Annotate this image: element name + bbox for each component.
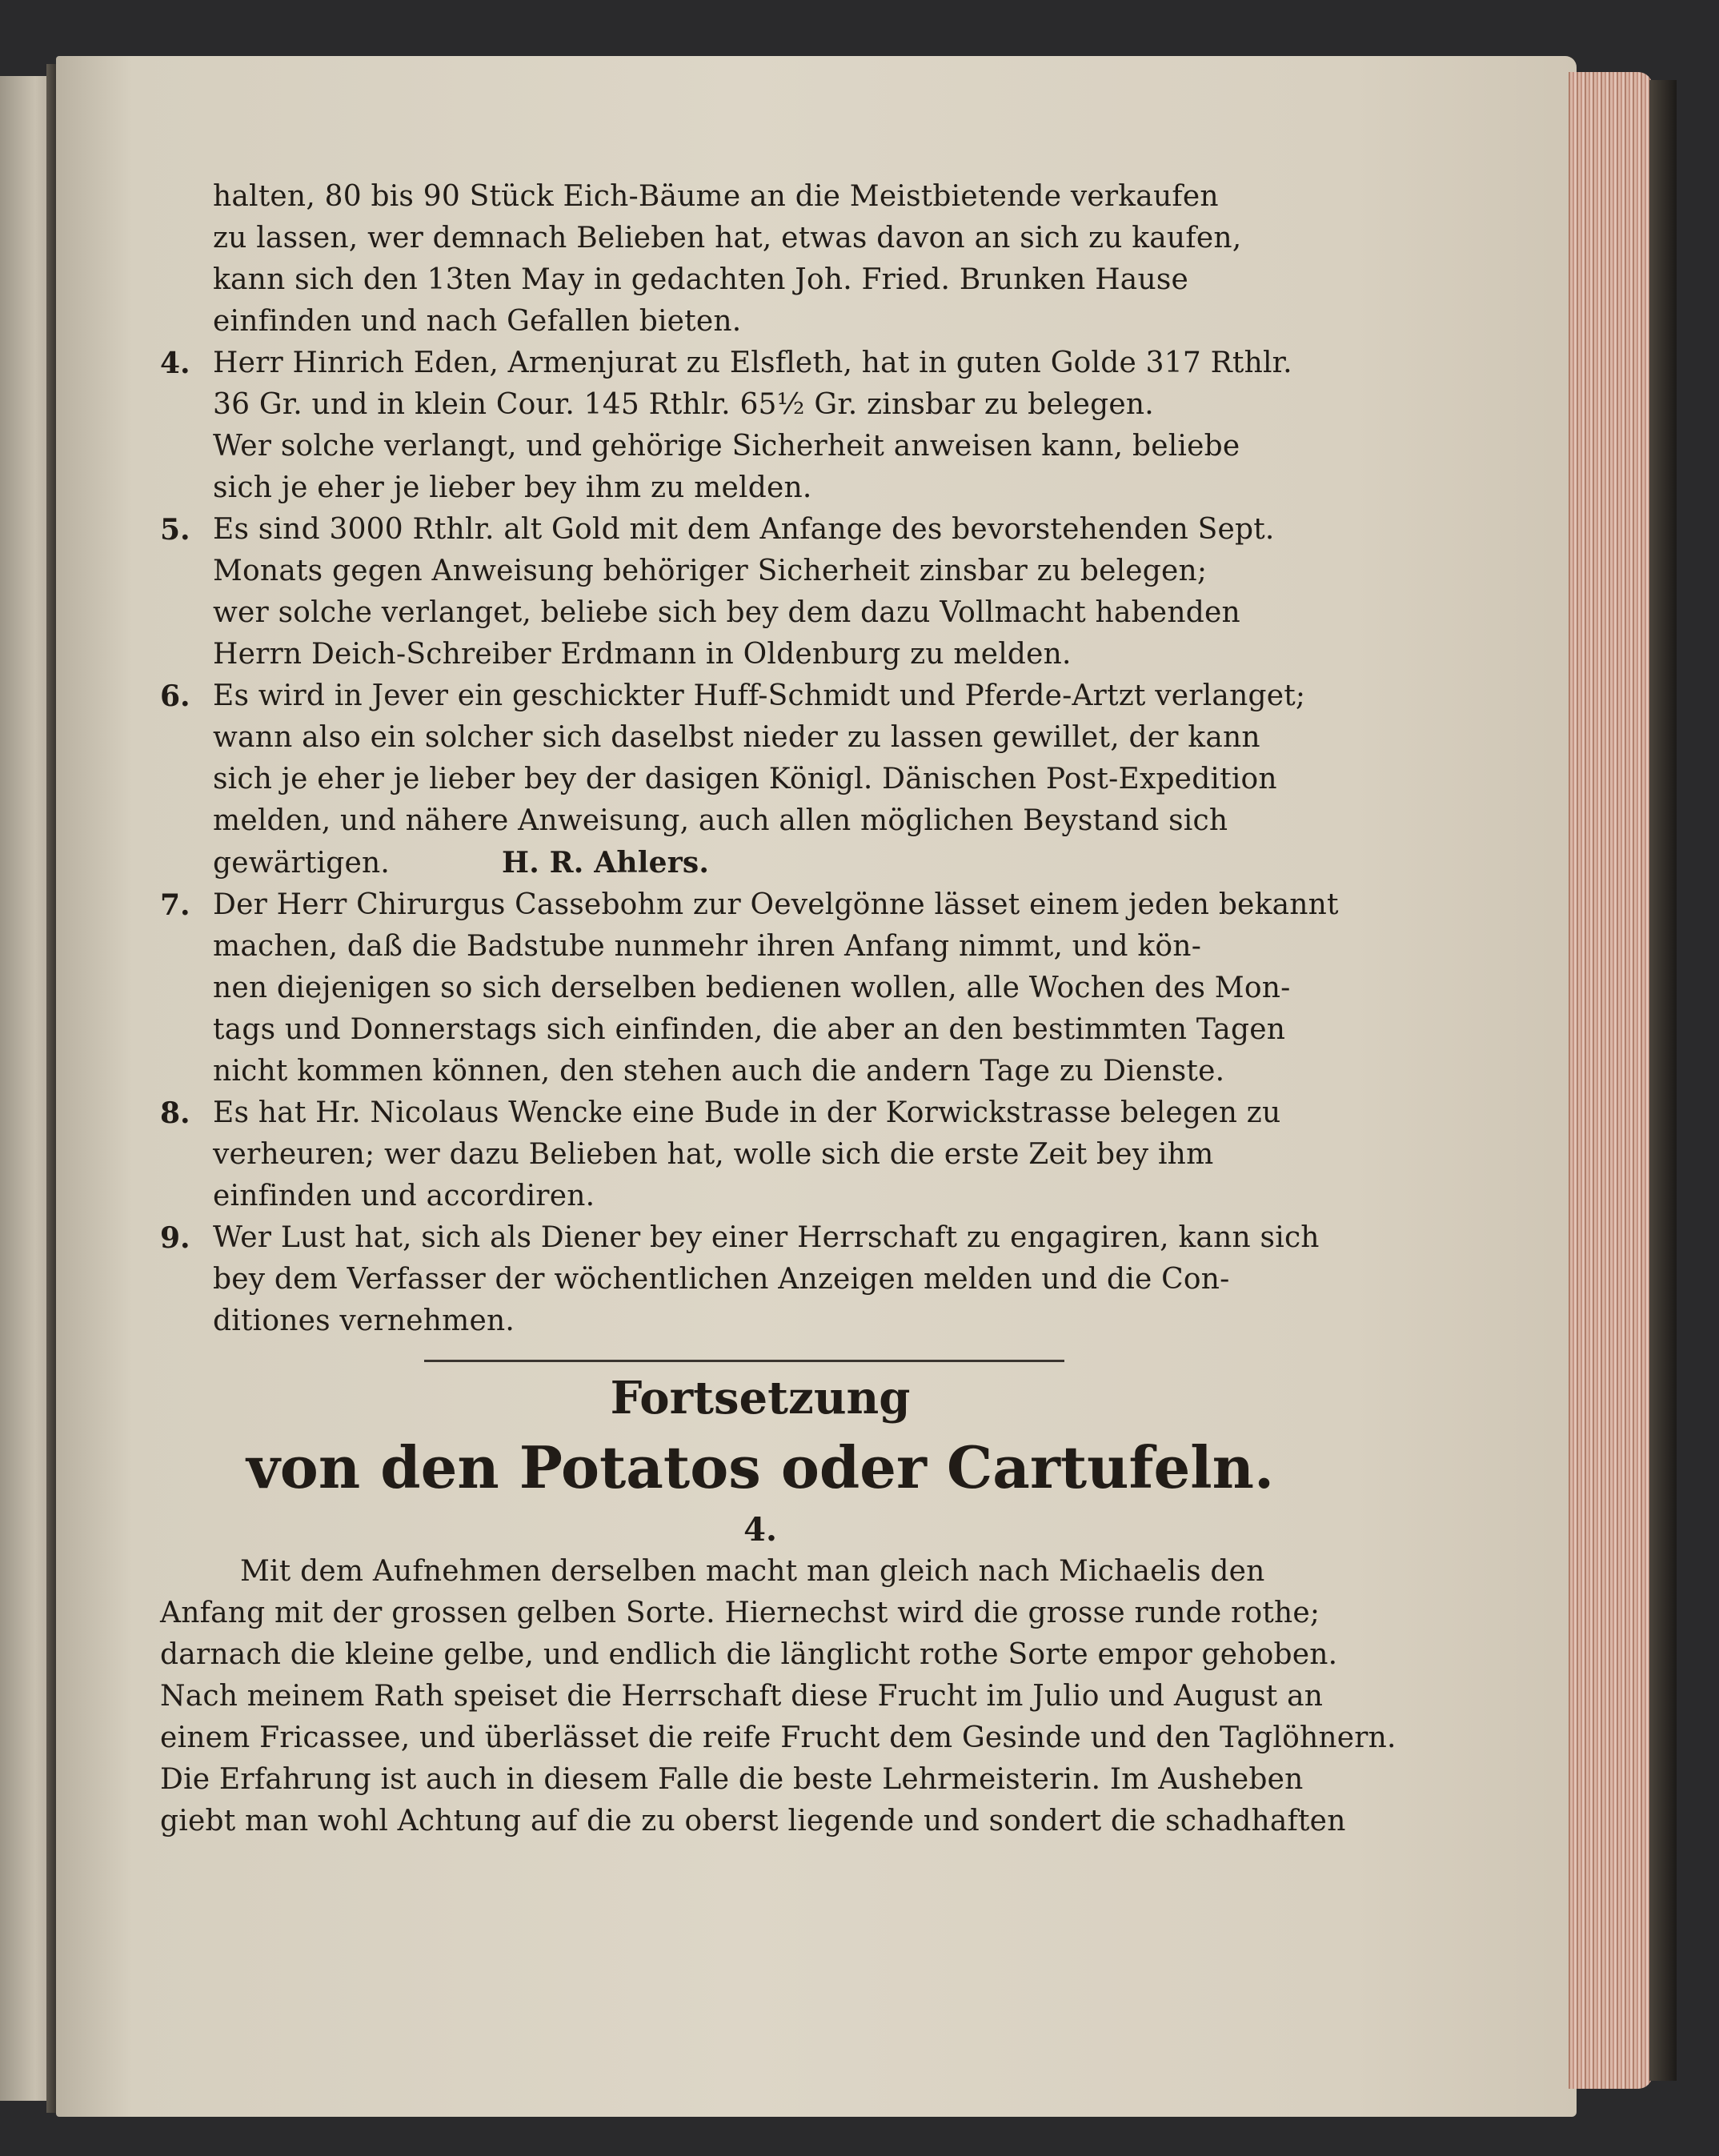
- text-line: nicht kommen können, den stehen auch die andern Tage zu Dienste.: [213, 1055, 1225, 1088]
- text-line: bey dem Verfasser der wöchentlichen Anzeigen melden und die Con-: [213, 1263, 1230, 1296]
- item-number: 7.: [160, 888, 190, 922]
- text-line: machen, daß die Badstube nunmehr ihren Anfang nimmt, und kön-: [213, 930, 1202, 963]
- text-line: Herr Hinrich Eden, Armenjurat zu Elsfleth, hat in guten Golde 317 Rthlr.: [213, 347, 1292, 379]
- text-line: giebt man wohl Achtung auf die zu oberst liegende und sondert die schadhaften: [160, 1805, 1346, 1837]
- text-line: melden, und nähere Anweisung, auch allen möglichen Beystand sich: [213, 804, 1228, 837]
- text-line: darnach die kleine gelbe, und endlich die länglicht rothe Sorte empor gehoben.: [160, 1638, 1338, 1671]
- signature: H. R. Ahlers.: [502, 846, 710, 880]
- text-line: Anfang mit der grossen gelben Sorte. Hiernechst wird die grosse runde rothe;: [160, 1597, 1320, 1629]
- item-number: 4.: [160, 347, 190, 380]
- text-line: Herrn Deich-Schreiber Erdmann in Oldenburg zu melden.: [213, 638, 1072, 671]
- item-number: 9.: [160, 1221, 190, 1255]
- text-line: kann sich den 13ten May in gedachten Joh. Fried. Brunken Hause: [213, 263, 1189, 296]
- text-line: Die Erfahrung ist auch in diesem Falle die beste Lehrmeisterin. Im Ausheben: [160, 1763, 1304, 1796]
- text-line: zu lassen, wer demnach Belieben hat, etwas davon an sich zu kaufen,: [213, 222, 1242, 254]
- text-line: gewärtigen.: [213, 847, 390, 880]
- section-heading-small: Fortsetzung: [610, 1372, 911, 1425]
- page-text: [160, 176, 1396, 1842]
- notice-6: [160, 675, 1360, 884]
- text-line: nen diejenigen so sich derselben bedienen wollen, alle Wochen des Mon-: [213, 972, 1291, 1004]
- text-line: Es wird in Jever ein geschickter Huff-Schmidt und Pferde-Artzt verlanget;: [213, 679, 1306, 712]
- section-heading-title: von den Potatos oder Cartufeln.: [246, 1433, 1275, 1501]
- text-line: Nach meinem Rath speiset die Herrschaft diese Frucht im Julio und August an: [160, 1680, 1324, 1713]
- text-line: 36 Gr. und in klein Cour. 145 Rthlr. 65½ Gr. zinsbar zu belegen.: [213, 388, 1154, 421]
- text-line: halten, 80 bis 90 Stück Eich-Bäume an die Meistbietende verkaufen: [213, 180, 1219, 213]
- page-edges: [1569, 72, 1653, 2089]
- notice-4: [160, 343, 1360, 509]
- section-number: 4.: [743, 1511, 777, 1549]
- text-line: verheuren; wer dazu Belieben hat, wolle sich die erste Zeit bey ihm: [213, 1138, 1214, 1171]
- text-line: Der Herr Chirurgus Cassebohm zur Oevelgönne lässet einem jeden bekannt: [213, 888, 1339, 921]
- text-line: Monats gegen Anweisung behöriger Sicherheit zinsbar zu belegen;: [213, 555, 1208, 587]
- item-number: [160, 176, 213, 343]
- item-number: 5.: [160, 513, 190, 547]
- text-line-with-signature: [213, 842, 1320, 884]
- text-line: Es sind 3000 Rthlr. alt Gold mit dem Anfange des bevorstehenden Sept.: [213, 513, 1275, 546]
- text-line: einfinden und nach Gefallen bieten.: [213, 305, 742, 338]
- text-line: Es hat Hr. Nicolaus Wencke eine Bude in der Korwickstrasse belegen zu: [213, 1096, 1281, 1129]
- text-line: tags und Donnerstags sich einfinden, die aber an den bestimmten Tagen: [213, 1013, 1286, 1046]
- text-line: einem Fricassee, und überlässet die reife Frucht dem Gesinde und den Taglöhnern.: [160, 1721, 1396, 1754]
- text-line: Mit dem Aufnehmen derselben macht man gleich nach Michaelis den: [240, 1555, 1265, 1588]
- text-line: sich je eher je lieber bey der dasigen Königl. Dänischen Post-Expedition: [213, 763, 1277, 795]
- text-line: Wer Lust hat, sich als Diener bey einer Herrschaft zu engagiren, kann sich: [213, 1221, 1320, 1254]
- item-number: 6.: [160, 679, 190, 713]
- notice-8: [160, 1092, 1360, 1217]
- notice-7: [160, 884, 1360, 1092]
- section-divider: [424, 1360, 1064, 1362]
- text-line: sich je eher je lieber bey ihm zu melden.: [213, 471, 812, 504]
- text-line: ditiones vernehmen.: [213, 1304, 515, 1337]
- notice-continued: [160, 176, 1360, 343]
- item-number: 8.: [160, 1096, 190, 1130]
- body-paragraph: [160, 1551, 1396, 1842]
- text-line: einfinden und accordiren.: [213, 1180, 595, 1212]
- text-line: Wer solche verlangt, und gehörige Sicherheit anweisen kann, beliebe: [213, 430, 1240, 463]
- notice-9: [160, 1217, 1360, 1342]
- notice-5: [160, 509, 1360, 675]
- text-line: wer solche verlanget, beliebe sich bey dem dazu Vollmacht habenden: [213, 596, 1240, 629]
- text-line: wann also ein solcher sich daselbst nieder zu lassen gewillet, der kann: [213, 721, 1260, 754]
